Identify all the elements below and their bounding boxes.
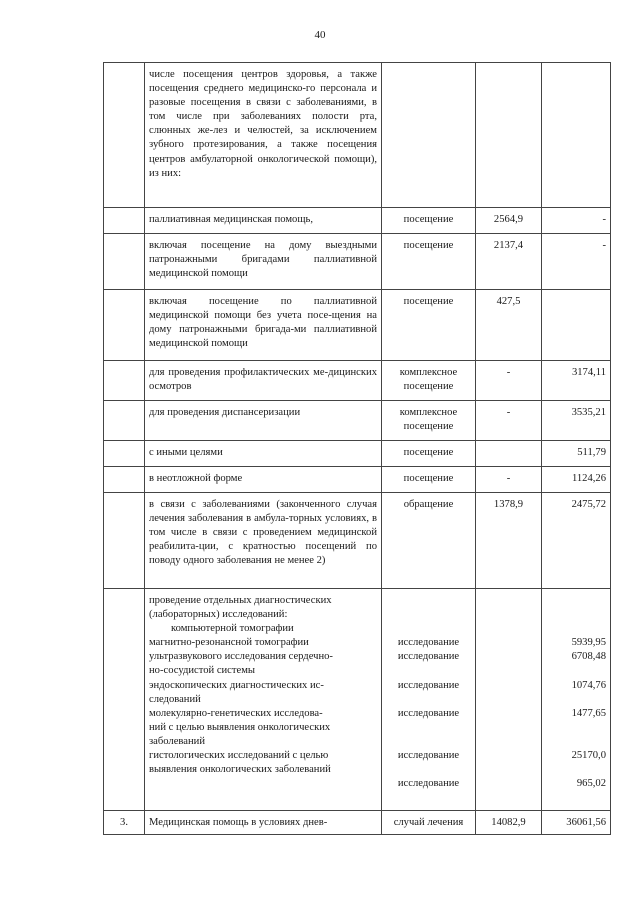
row-description: с иными целями	[145, 441, 382, 467]
row-unit: посещение	[382, 234, 476, 290]
tariff-table	[103, 62, 611, 835]
row-value-cost	[542, 290, 611, 361]
diagnostic-unit: исследование	[397, 637, 460, 649]
row-value-cost: -	[542, 208, 611, 234]
row-description	[145, 589, 382, 811]
row-number	[104, 234, 145, 290]
row-value-volume: -	[476, 467, 542, 493]
row-value-cost: 3174,11	[542, 361, 611, 401]
row-unit: посещение	[382, 290, 476, 361]
text-line: магнитно-резонансной томографии	[149, 637, 309, 649]
row-unit	[382, 589, 476, 811]
diagnostic-unit: исследование	[397, 750, 460, 762]
row-number: 3.	[104, 811, 145, 835]
row-value-volume: 1378,9	[476, 493, 542, 589]
table-row	[104, 441, 611, 467]
table-row	[104, 493, 611, 589]
text-line: проведение отдельных диагностических	[149, 595, 332, 606]
row-value-cost: 1124,26	[542, 467, 611, 493]
row-value-cost: 3535,21	[542, 401, 611, 441]
table-row	[104, 234, 611, 290]
row-unit: посещение	[382, 208, 476, 234]
row-value-volume	[476, 441, 542, 467]
row-number	[104, 493, 145, 589]
diagnostic-cost: 5939,95	[571, 637, 606, 649]
table-row	[104, 467, 611, 493]
table-row	[104, 361, 611, 401]
diagnostic-unit: исследование	[397, 679, 460, 691]
row-value-volume: 2137,4	[476, 234, 542, 290]
table-row	[104, 811, 611, 835]
text-line: ний с целью выявления онкологических	[149, 721, 331, 733]
row-number	[104, 401, 145, 441]
text-line: следований	[149, 693, 201, 705]
text-line: заболеваний	[149, 735, 205, 747]
table-row-diagnostics	[104, 589, 611, 811]
row-number	[104, 63, 145, 208]
diagnostic-unit: исследование	[397, 651, 460, 663]
diagnostic-cost: 25170,0	[571, 750, 606, 762]
text-line: молекулярно-генетических исследова-	[149, 707, 323, 719]
table-body	[104, 63, 611, 835]
row-value-volume: -	[476, 401, 542, 441]
row-description: Медицинская помощь в условиях днев-	[145, 811, 382, 835]
row-description: в связи с заболеваниями (законченного случая лечения заболевания в амбула-торных условиях, в том числе в связи с проведением медицинской реабилита-ции, с кратностью посещений по поводу одного заболевания не менее 2)	[145, 493, 382, 589]
row-unit: обращение	[382, 493, 476, 589]
row-number	[104, 290, 145, 361]
row-value-volume: -	[476, 361, 542, 401]
row-unit: комплексное посещение	[382, 401, 476, 441]
row-number	[104, 441, 145, 467]
row-value-volume: 2564,9	[476, 208, 542, 234]
text-line: но-сосудистой системы	[149, 665, 256, 677]
diagnostic-cost: 6708,48	[571, 651, 606, 663]
row-number	[104, 467, 145, 493]
table-row	[104, 290, 611, 361]
row-number	[104, 589, 145, 811]
row-unit	[382, 63, 476, 208]
row-value-cost	[542, 63, 611, 208]
row-value-cost: -	[542, 234, 611, 290]
text-line: (лабораторных) исследований:	[149, 609, 288, 621]
row-unit: комплексное посещение	[382, 361, 476, 401]
diagnostic-unit: исследование	[397, 707, 460, 719]
row-description: включая посещение на дому выездными патронажными бригадами паллиативной медицинской помощи	[145, 234, 382, 290]
text-line: ультразвукового исследования сердечно-	[149, 651, 333, 663]
row-value-cost: 2475,72	[542, 493, 611, 589]
page-number: 40	[314, 29, 326, 41]
row-description: для проведения диспансеризации	[145, 401, 382, 441]
diagnostic-unit: исследование	[397, 778, 460, 790]
row-value-volume: 427,5	[476, 290, 542, 361]
diagnostic-unit	[386, 622, 471, 636]
row-description: включая посещение по паллиативной медицинской помощи без учета посе-щения на дому патронажными бригада-ми паллиативной медицинской помощи	[145, 290, 382, 361]
diagnostic-cost	[546, 622, 606, 636]
row-value-volume	[476, 589, 542, 811]
row-description: для проведения профилактических ме-дицинских осмотров	[145, 361, 382, 401]
row-number	[104, 208, 145, 234]
row-value-volume: 14082,9	[476, 811, 542, 835]
table-row	[104, 401, 611, 441]
row-description: числе посещения центров здоровья, а также посещения среднего медицинско-го персонала и разовые посещения в связи с заболеваниями, в том числе при заболеваниях полости рта, слюнных же-лез и челюстей, за исключением зубного протезирования, а также посещения центров амбулаторной онкологической помощи), из них:	[145, 63, 382, 208]
row-value-cost	[542, 589, 611, 811]
row-description: в неотложной форме	[145, 467, 382, 493]
row-number	[104, 361, 145, 401]
table-row	[104, 63, 611, 208]
text-line: эндоскопических диагностических ис-	[149, 679, 324, 691]
diagnostic-cost: 1477,65	[571, 707, 606, 719]
row-description: паллиативная медицинская помощь,	[145, 208, 382, 234]
table-row	[104, 208, 611, 234]
row-value-cost: 36061,56	[542, 811, 611, 835]
row-value-cost: 511,79	[542, 441, 611, 467]
text-line: выявления онкологических заболеваний	[149, 764, 331, 776]
row-unit: посещение	[382, 467, 476, 493]
row-unit: случай лечения	[382, 811, 476, 835]
diagnostic-cost: 965,02	[576, 778, 606, 790]
diagnostic-cost: 1074,76	[571, 679, 606, 691]
text-line: компьютерной томографии	[171, 623, 294, 635]
text-line: гистологических исследований с целью	[149, 750, 329, 762]
row-unit: посещение	[382, 441, 476, 467]
row-value-volume	[476, 63, 542, 208]
